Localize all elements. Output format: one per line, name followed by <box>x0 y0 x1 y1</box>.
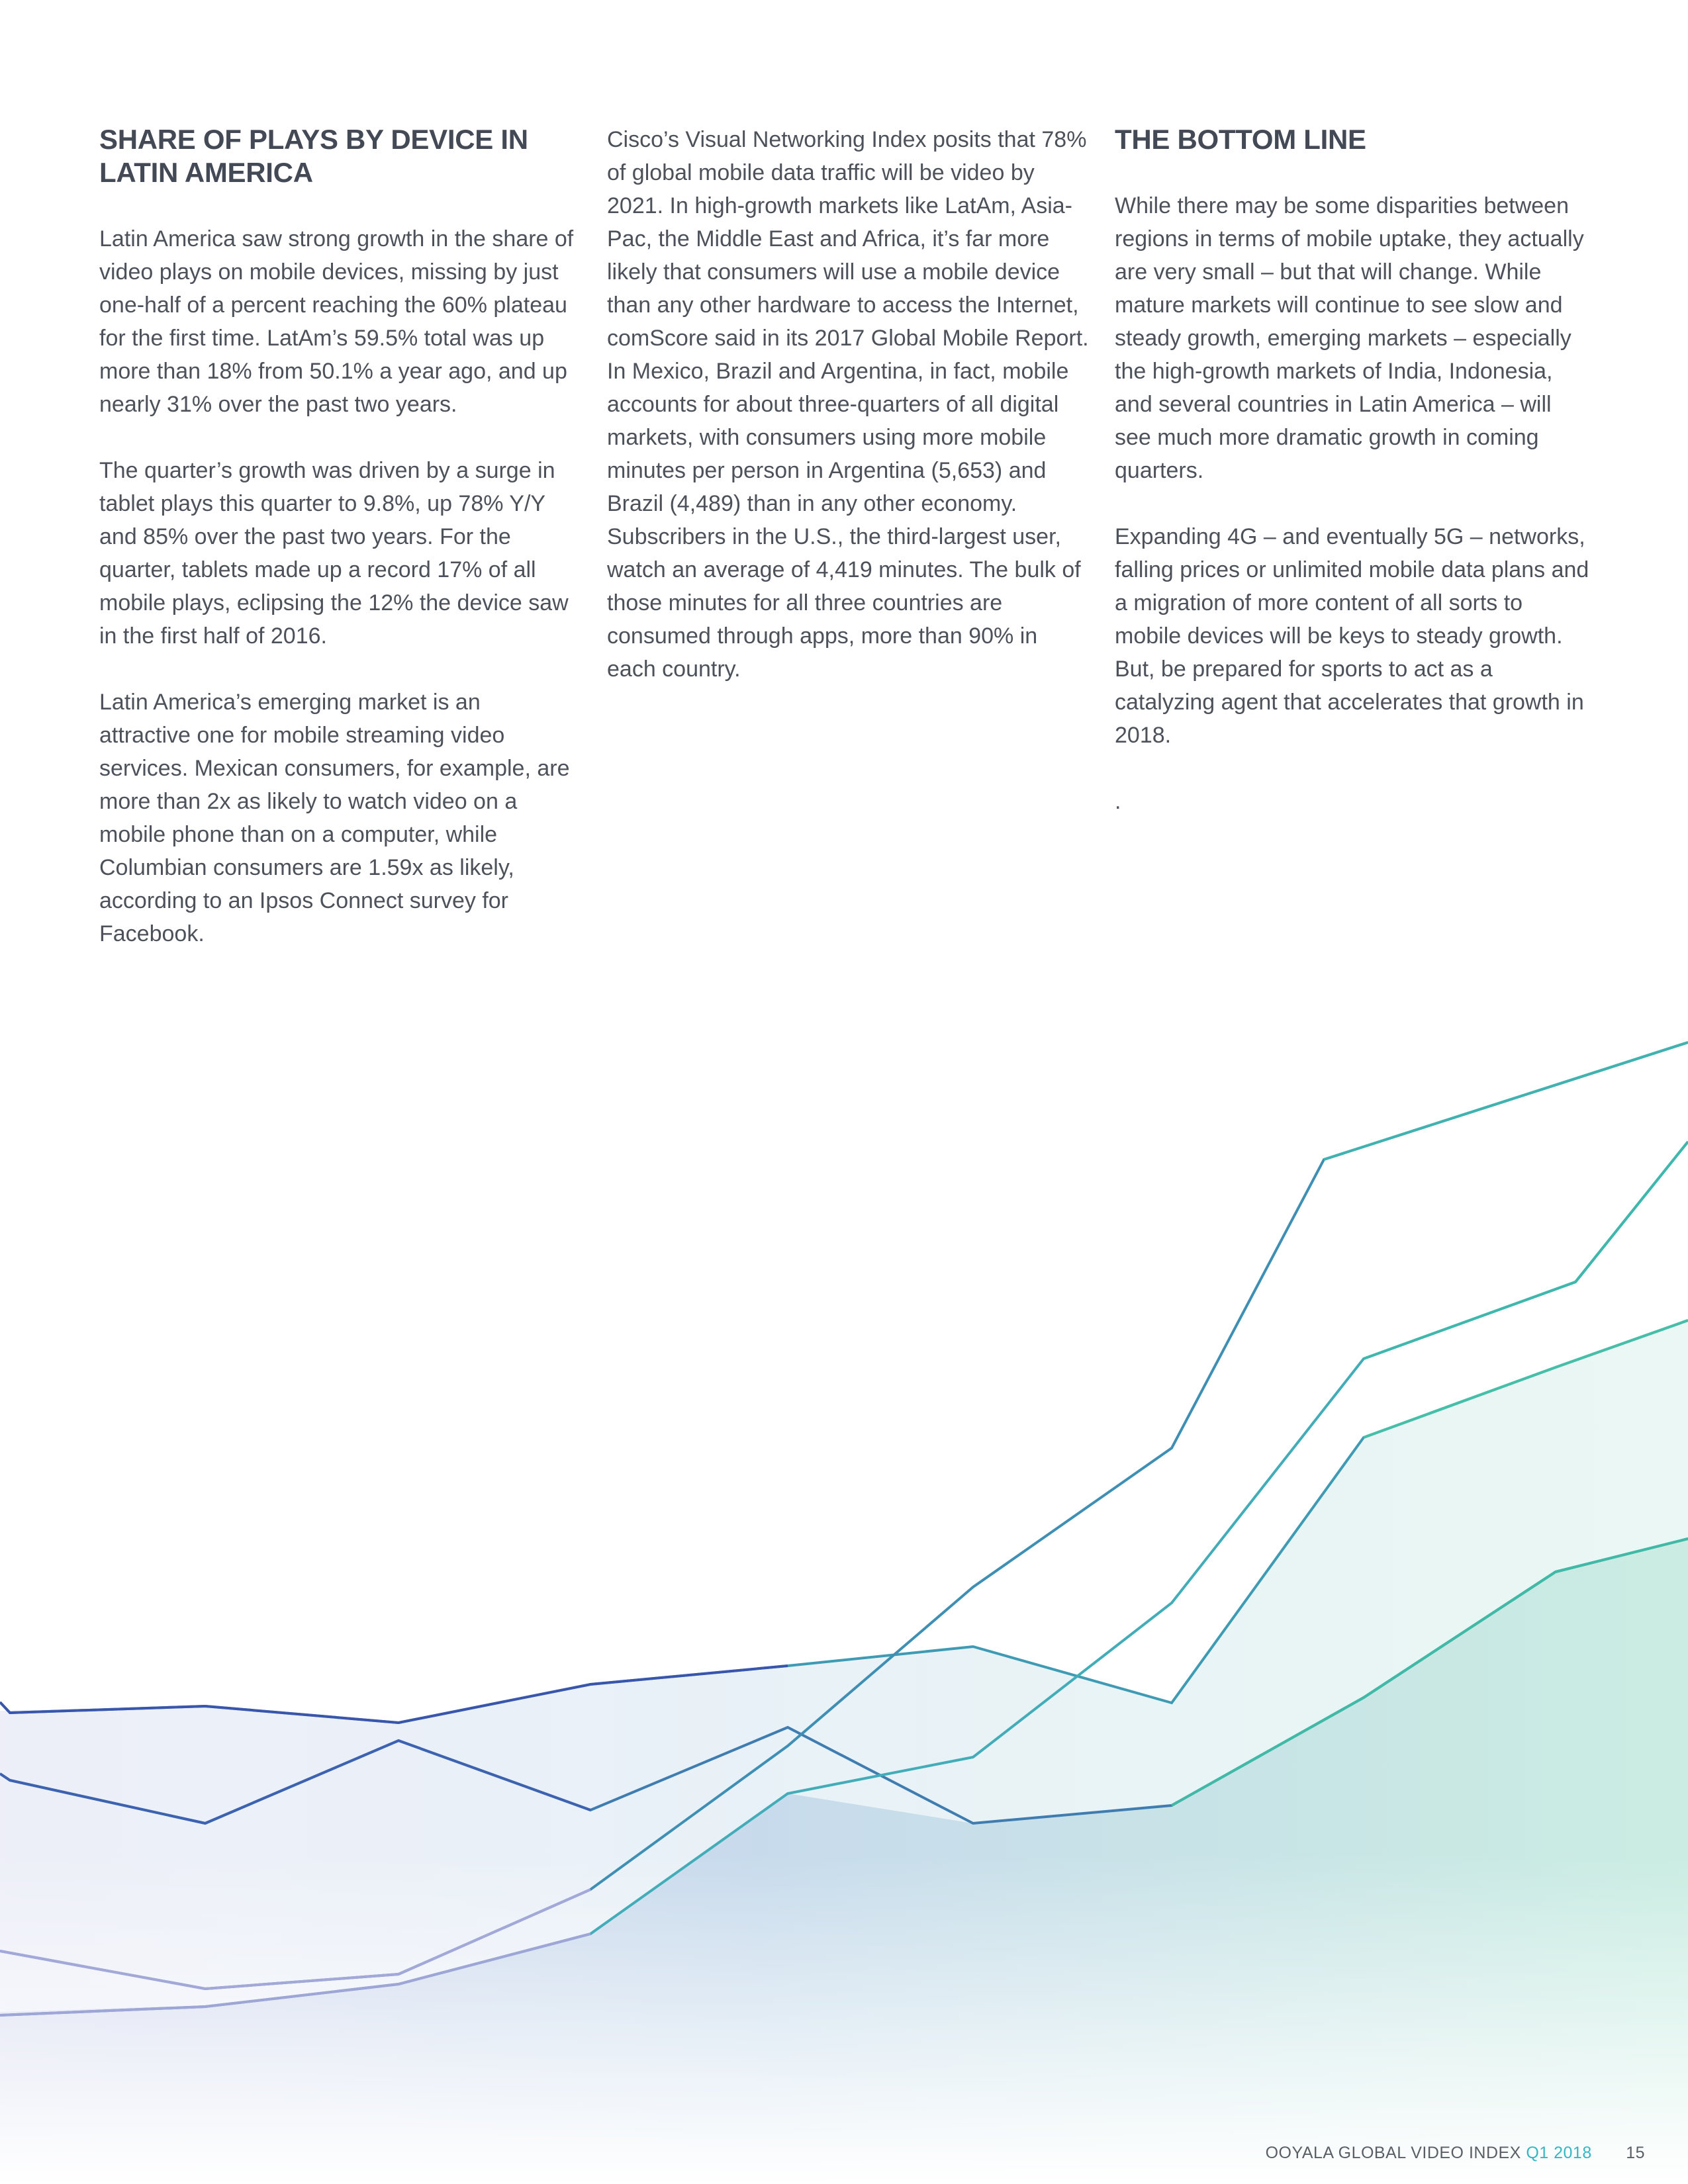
paragraph-trailing-dot: . <box>1115 789 1121 814</box>
paragraph-mobile-growth: Latin America saw strong growth in the share of video plays on mobile devices, missing by just one-half of a percent reaching the 60% plateau for the first time. LatAm’s 59.5% total was up more than 18% from 50.1% a year ago, and up nearly 31% over the past two years. <box>99 226 574 417</box>
right-column <box>1115 123 1591 851</box>
paragraph-cisco-vni: Cisco’s Visual Networking Index posits that 78% of global mobile data traffic will be video by 2021. In high-growth markets like LatAm, Asia-Pac, the Middle East and Africa, it’s far more likely that consumers will use a mobile device than any other hardware to access the Internet, comScore said in its 2017 Global Mobile Report. In Mexico, Brazil and Argentina, in fact, mobile accounts for about three-quarters of all digital markets, with consumers using more mobile minutes per person in Argentina (5,653) and Brazil (4,489) than in any other economy. Subscribers in the U.S., the third-largest user, watch an average of 4,419 minutes. The bulk of those minutes for all three countries are consumed through apps, more than 90% in each country. <box>607 127 1089 682</box>
footer-publication: OOYALA GLOBAL VIDEO INDEX <box>1265 2144 1521 2162</box>
middle-column <box>607 123 1090 719</box>
bottom-fade <box>0 1853 1688 2184</box>
paragraph-disparities: While there may be some disparities between regions in terms of mobile uptake, they actually are very small – but that will change. While mature markets will continue to see slow and steady growth, emerging markets – especially the high-growth markets of India, Indonesia, and several countries in Latin America – will see much more dramatic growth in coming quarters. <box>1115 193 1584 483</box>
footer-quarter: Q1 2018 <box>1526 2144 1592 2162</box>
decorative-line-graphic <box>0 993 1688 2184</box>
paragraph-tablet-growth: The quarter’s growth was driven by a surge in tablet plays this quarter to 9.8%, up 78% Y/Y and 85% over the past two years. For the quarter, tablets made up a record 17% of all mobile plays, eclipsing the 12% the device saw in the first half of 2016. <box>99 458 569 649</box>
section-heading-bottom-line: THE BOTTOM LINE <box>1115 124 1366 155</box>
left-column <box>99 123 576 983</box>
paragraph-expanding-4g: Expanding 4G – and eventually 5G – networks, falling prices or unlimited mobile data plans and a migration of more content of all sorts to mobile devices will be keys to steady growth. But, be prepared for sports to act as a catalyzing agent that accelerates that growth in 2018. <box>1115 524 1589 748</box>
section-heading-share-of-plays: SHARE OF PLAYS BY DEVICE IN LATIN AMERICA <box>99 124 528 188</box>
page-footer <box>1266 2143 1645 2163</box>
page-number: 15 <box>1626 2144 1645 2162</box>
paragraph-emerging-market: Latin America’s emerging market is an attractive one for mobile streaming video services. Mexican consumers, for example, are more than 2x as likely to watch video on a mobile phone than on a computer, while Columbian consumers are 1.59x as likely, according to an Ipsos Connect survey for Facebook. <box>99 690 570 946</box>
line-right-teal-2 <box>1364 1142 1688 1359</box>
line-right-teal-3 <box>1324 1042 1688 1160</box>
